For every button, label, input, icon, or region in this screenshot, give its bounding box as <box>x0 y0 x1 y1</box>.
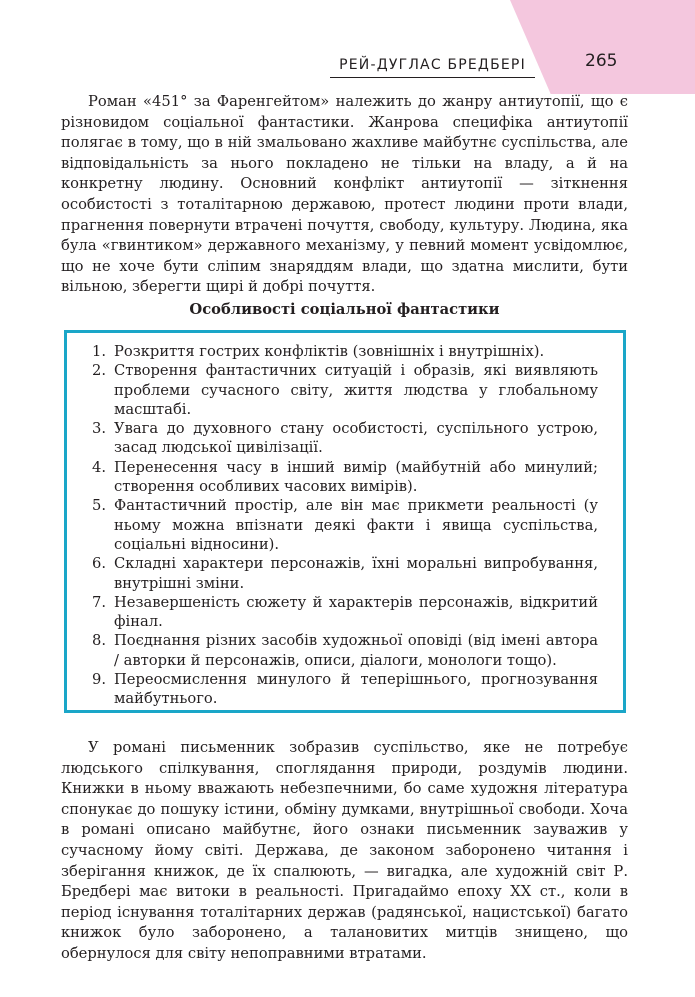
feature-number: 3. <box>92 420 107 438</box>
features-box-title: Особливості соціальної фантастики <box>189 301 500 318</box>
closing-paragraph: У романі письменник зобразив суспільство, яке не потребує людського спілкування, споглядання природи, роздумів людини. Книжки в ньому вважають небезпечними, бо саме художня література спонукає до пошуку істини, обміну думками, внутрішньої свободи. Хоча в романі описано майбутнє, його ознаки письменник зауважив у сучасному йому світі. Держава, де законом заборонено читання і зберігання книжок, де їх спалюють, — вигадка, але художній світ Р. Бредбері має витоки в реальності. Пригадаймо епоху XX ст., коли в період існування тоталітарних держав (радянської, нацистської) багато книжок було заборонено, а талановитих митців знищено, що обернулося для світу непоправними втратами. <box>61 739 628 962</box>
features-box <box>64 330 626 713</box>
features-list <box>92 342 598 709</box>
feature-text: Незавершеність сюжету й характерів персонажів, відкритий фінал. <box>114 593 598 631</box>
feature-text: Розкриття гострих конфліктів (зовнішніх і внутрішніх). <box>114 343 545 360</box>
feature-item <box>92 361 598 419</box>
feature-number: 6. <box>92 555 107 573</box>
feature-text: Поєднання різних засобів художньої оповіді (від імені автора / авторки й персонажів, описи, діалоги, монологи тощо). <box>114 632 598 669</box>
page-number: 265 <box>585 51 618 71</box>
feature-number: 8. <box>92 632 107 650</box>
feature-item <box>92 458 598 497</box>
feature-number: 4. <box>92 458 107 476</box>
feature-item <box>92 419 598 458</box>
feature-text: Перенесення часу в інший вимір (майбутній або минулий; створення особливих часових вимірів). <box>114 458 598 496</box>
intro-paragraph: Роман «451° за Фаренгейтом» належить до жанру антиутопії, що є різновидом соціальної фантастики. Жанрова специфіка антиутопії полягає в тому, що в ній змальовано жахливе майбутнє суспільства, але відповідальність за нього покладено не тільки на владу, а й на конкретну людину. Основний конфлікт антиутопії — зіткнення особистості з тоталітарною державою, протест людини проти влади, прагнення повернути втрачені почуття, свободу, культуру. Людина, яка була «гвинтиком» державного механізму, у певний момент усвідомлює, що не хоче бути сліпим знаряддям влади, що здатна мислити, бути вільною, зберегти щирі й добрі почуття. <box>61 93 628 296</box>
feature-item <box>92 670 598 709</box>
feature-number: 2. <box>92 362 107 380</box>
feature-text: Увага до духовного стану особистості, суспільного устрою, засад людської цивілізації. <box>114 420 598 457</box>
feature-text: Переосмислення минулого й теперішнього, прогнозування майбутнього. <box>114 671 598 708</box>
corner-accent-tab <box>510 0 695 94</box>
feature-text: Створення фантастичних ситуацій і образів, які виявляють проблеми сучасного світу, життя людства у глобальному масштабі. <box>114 362 598 418</box>
running-header: РЕЙ-ДУГЛАС БРЕДБЕРІ <box>339 57 526 73</box>
feature-text: Фантастичний простір, але він має прикмети реальності (у ньому можна впізнати деякі факти і явища суспільства, соціальні відносини). <box>114 497 598 553</box>
feature-item <box>92 631 598 670</box>
feature-item <box>92 496 598 554</box>
feature-text: Складні характери персонажів, їхні моральні випробування, внутрішні зміни. <box>114 555 598 592</box>
feature-number: 9. <box>92 671 107 689</box>
feature-number: 5. <box>92 497 107 515</box>
feature-number: 1. <box>92 343 107 360</box>
feature-item <box>92 554 598 593</box>
feature-item <box>92 593 598 632</box>
feature-number: 7. <box>92 593 107 611</box>
header-rule <box>330 77 535 78</box>
feature-item <box>92 342 598 361</box>
